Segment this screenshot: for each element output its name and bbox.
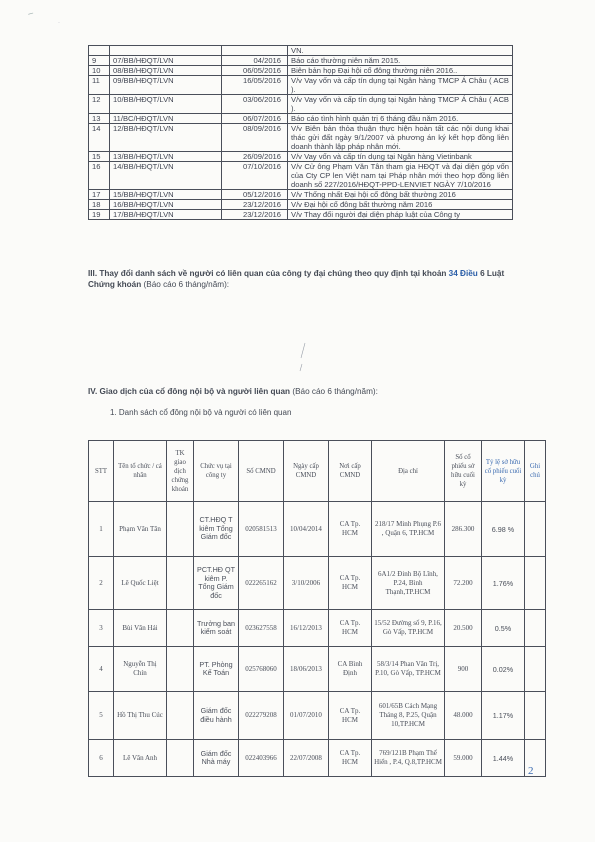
document-code: 12/BB/HĐQT/LVN: [110, 124, 222, 152]
header-note: Ghi chú: [525, 441, 546, 502]
insider-address: 6A1/2 Đinh Bộ Lĩnh, P.24, Bình Thạnh,TP.HCM: [372, 557, 445, 610]
header-stt: STT: [89, 441, 114, 502]
ownership-pct: 1.44%: [482, 740, 525, 777]
insider-table: [88, 440, 546, 777]
row-number: 13: [89, 114, 110, 124]
document-date: 07/10/2016: [222, 162, 288, 190]
document-code: 15/BB/HĐQT/LVN: [110, 190, 222, 200]
header-tk: TK giao dịch chứng khoán: [167, 441, 194, 502]
header-shares: Số cổ phiếu sở hữu cuối kỳ: [445, 441, 482, 502]
document-date: 06/07/2016: [222, 114, 288, 124]
insider-address: 769/121B Phạm Thế Hiển , P.4, Q.8,TP.HCM: [372, 740, 445, 777]
document-date: 16/05/2016: [222, 76, 288, 95]
trading-account: [167, 692, 194, 740]
id-number: 025768060: [239, 647, 284, 692]
row-number: 17: [89, 190, 110, 200]
document-code: 17/BB/HĐQT/LVN: [110, 210, 222, 220]
scan-dot: ·: [58, 20, 60, 26]
document-code: 08/BB/HĐQT/LVN: [110, 66, 222, 76]
id-issue-date: 18/06/2013: [284, 647, 329, 692]
section-4-title: IV. Giao dịch của cổ đông nội bộ và người liên quan: [88, 387, 291, 396]
document-description: V/v Vay vốn và cấp tín dụng tại Ngân hàng TMCP Á Châu ( ACB ).: [288, 76, 513, 95]
insider-position: PCT.HĐ QT kiêm P. Tổng Giám đốc: [194, 557, 239, 610]
resolution-row: [89, 162, 513, 190]
note: [525, 502, 546, 557]
insider-name: Bùi Văn Hải: [114, 610, 167, 647]
document-description: V/v Cử ông Phạm Văn Tân tham gia HĐQT và đại diện góp vốn của Cty CP len Việt nam tại Pháp nhân mới theo hợp đồng liên doanh số 227/2016/HĐQT-PPD-LENVIET NGÀY 7/10/2016: [288, 162, 513, 190]
insider-row: [89, 557, 546, 610]
id-issue-place: CA Tp. HCM: [329, 692, 372, 740]
insider-row: [89, 502, 546, 557]
document-description: V/v Thay đổi người đại diện pháp luật của Công ty: [288, 210, 513, 220]
document-code: 07/BB/HĐQT/LVN: [110, 56, 222, 66]
trading-account: [167, 502, 194, 557]
id-number: 020581513: [239, 502, 284, 557]
id-number: 022279208: [239, 692, 284, 740]
header-ownership-pct: Tỷ lệ sở hữu cổ phiếu cuối kỳ: [482, 441, 525, 502]
id-issue-place: CA Tp. HCM: [329, 610, 372, 647]
document-description: VN.: [288, 46, 513, 56]
id-issue-place: CA Tp. HCM: [329, 740, 372, 777]
row-number: 3: [89, 610, 114, 647]
id-issue-date: 16/12/2013: [284, 610, 329, 647]
row-number: 12: [89, 95, 110, 114]
trading-account: [167, 610, 194, 647]
document-code: [110, 46, 222, 56]
shares-owned: 20.500: [445, 610, 482, 647]
insider-address: 15/52 Đường số 9, P.16, Gò Vấp, TP.HCM: [372, 610, 445, 647]
insider-row: [89, 647, 546, 692]
resolution-row: [89, 210, 513, 220]
row-number: 5: [89, 692, 114, 740]
note: [525, 610, 546, 647]
insider-row: [89, 692, 546, 740]
header-name: Tên tổ chức / cá nhân: [114, 441, 167, 502]
document-date: 23/12/2016: [222, 210, 288, 220]
document-date: 23/12/2016: [222, 200, 288, 210]
document-date: 06/05/2016: [222, 66, 288, 76]
row-number: 11: [89, 76, 110, 95]
header-cmnd: Số CMND: [239, 441, 284, 502]
resolution-row: [89, 190, 513, 200]
resolution-row: [89, 152, 513, 162]
resolution-row: [89, 114, 513, 124]
resolution-row: [89, 66, 513, 76]
row-number: 1: [89, 502, 114, 557]
insider-position: CT.HĐQ T kiêm Tổng Giám đốc: [194, 502, 239, 557]
insider-name: Nguyễn Thị Chín: [114, 647, 167, 692]
document-code: 13/BB/HĐQT/LVN: [110, 152, 222, 162]
section-4-heading: [88, 387, 378, 396]
document-date: 26/09/2016: [222, 152, 288, 162]
ownership-pct: 0.5%: [482, 610, 525, 647]
document-date: 08/09/2016: [222, 124, 288, 152]
resolution-row: [89, 56, 513, 66]
document-code: 16/BB/HĐQT/LVN: [110, 200, 222, 210]
document-code: 11/BC/HĐQT/LVN: [110, 114, 222, 124]
resolution-row: [89, 200, 513, 210]
row-number: 15: [89, 152, 110, 162]
document-date: [222, 46, 288, 56]
insider-name: Phạm Văn Tân: [114, 502, 167, 557]
insider-name: Hồ Thị Thu Cúc: [114, 692, 167, 740]
resolutions-table: [88, 45, 513, 220]
note: [525, 557, 546, 610]
pencil-mark: [298, 342, 308, 372]
shares-owned: 59.000: [445, 740, 482, 777]
insider-position: Trưởng ban kiểm soát: [194, 610, 239, 647]
header-address: Địa chỉ: [372, 441, 445, 502]
ownership-pct: 1.76%: [482, 557, 525, 610]
insider-name: Lê Quốc Liệt: [114, 557, 167, 610]
shares-owned: 72.200: [445, 557, 482, 610]
trading-account: [167, 740, 194, 777]
shares-owned: 286.300: [445, 502, 482, 557]
row-number: 9: [89, 56, 110, 66]
id-number: 022265162: [239, 557, 284, 610]
header-issue-place: Nơi cấp CMND: [329, 441, 372, 502]
header-position: Chức vụ tại công ty: [194, 441, 239, 502]
section-3-title: III. Thay đổi danh sách về người có liên quan của công ty đại chúng theo quy định tại khoản 34 Điều 6 Luật Chứng khoán: [88, 269, 505, 289]
document-date: 04/2016: [222, 56, 288, 66]
insider-position: PT. Phòng Kế Toán: [194, 647, 239, 692]
note: [525, 647, 546, 692]
row-number: 2: [89, 557, 114, 610]
section-4-note: (Báo cáo 6 tháng/năm):: [290, 387, 378, 396]
insider-row: [89, 740, 546, 777]
id-number: 022403966: [239, 740, 284, 777]
trading-account: [167, 647, 194, 692]
row-number: 10: [89, 66, 110, 76]
shares-owned: 48.000: [445, 692, 482, 740]
section-3-heading: [88, 268, 513, 290]
id-issue-date: 3/10/2006: [284, 557, 329, 610]
document-description: V/v Vay vốn và cấp tín dụng tại Ngân hàng Vietinbank: [288, 152, 513, 162]
shares-owned: 900: [445, 647, 482, 692]
note: [525, 692, 546, 740]
insider-position: Giám đốc Nhà máy: [194, 740, 239, 777]
insider-address: 58/3/14 Phan Văn Trị, P.10, Gò Vấp, TP.HCM: [372, 647, 445, 692]
section-3-note: (Báo cáo 6 tháng/năm):: [141, 280, 230, 289]
insider-table-header: [89, 441, 546, 502]
insider-name: Lê Văn Anh: [114, 740, 167, 777]
page-number: 2: [528, 765, 534, 777]
insider-address: 601/65B Cách Mạng Tháng 8, P.25, Quận 10,TP.HCM: [372, 692, 445, 740]
document-description: Báo cáo thường niên năm 2015.: [288, 56, 513, 66]
document-date: 03/06/2016: [222, 95, 288, 114]
row-number: 14: [89, 124, 110, 152]
id-number: 023627558: [239, 610, 284, 647]
document-description: V/v Thống nhất Đại hội cổ đông bất thường 2016: [288, 190, 513, 200]
insider-address: 218/17 Minh Phụng P.6 , Quận 6, TP.HCM: [372, 502, 445, 557]
id-issue-date: 10/04/2014: [284, 502, 329, 557]
row-number: 16: [89, 162, 110, 190]
insider-row: [89, 610, 546, 647]
document-description: Báo cáo tình hình quản trị 6 tháng đầu năm 2016.: [288, 114, 513, 124]
row-number: 6: [89, 740, 114, 777]
document-code: 10/BB/HĐQT/LVN: [110, 95, 222, 114]
scan-mark: –: [26, 7, 35, 19]
ownership-pct: 0.02%: [482, 647, 525, 692]
resolution-row: [89, 46, 513, 56]
header-issue-date: Ngày cấp CMND: [284, 441, 329, 502]
insider-position: Giám đốc điều hành: [194, 692, 239, 740]
insider-list-subheading: 1. Danh sách cổ đông nội bộ và người có liên quan: [110, 408, 292, 417]
document-date: 05/12/2016: [222, 190, 288, 200]
resolution-row: [89, 76, 513, 95]
id-issue-place: CA Tp. HCM: [329, 557, 372, 610]
id-issue-place: CA Bình Định: [329, 647, 372, 692]
document-code: 14/BB/HĐQT/LVN: [110, 162, 222, 190]
ownership-pct: 6.98 %: [482, 502, 525, 557]
resolution-row: [89, 124, 513, 152]
trading-account: [167, 557, 194, 610]
document-description: V/v Đại hội cổ đông bất thường năm 2016: [288, 200, 513, 210]
row-number: [89, 46, 110, 56]
row-number: 4: [89, 647, 114, 692]
id-issue-place: CA Tp. HCM: [329, 502, 372, 557]
resolution-row: [89, 95, 513, 114]
document-description: Biên bản họp Đại hội cổ đông thường niên 2016..: [288, 66, 513, 76]
row-number: 19: [89, 210, 110, 220]
ownership-pct: 1.17%: [482, 692, 525, 740]
document-code: 09/BB/HĐQT/LVN: [110, 76, 222, 95]
id-issue-date: 01/07/2010: [284, 692, 329, 740]
document-description: V/v Vay vốn và cấp tín dụng tại Ngân hàng TMCP Á Châu ( ACB ).: [288, 95, 513, 114]
document-description: V/v Biên bản thỏa thuận thực hiện hoàn tất các nội dung khai thác gửi đất ngày 9/1/2007 và phương án ký kết hợp đồng liên doanh thành lập pháp nhân mới.: [288, 124, 513, 152]
id-issue-date: 22/07/2008: [284, 740, 329, 777]
row-number: 18: [89, 200, 110, 210]
